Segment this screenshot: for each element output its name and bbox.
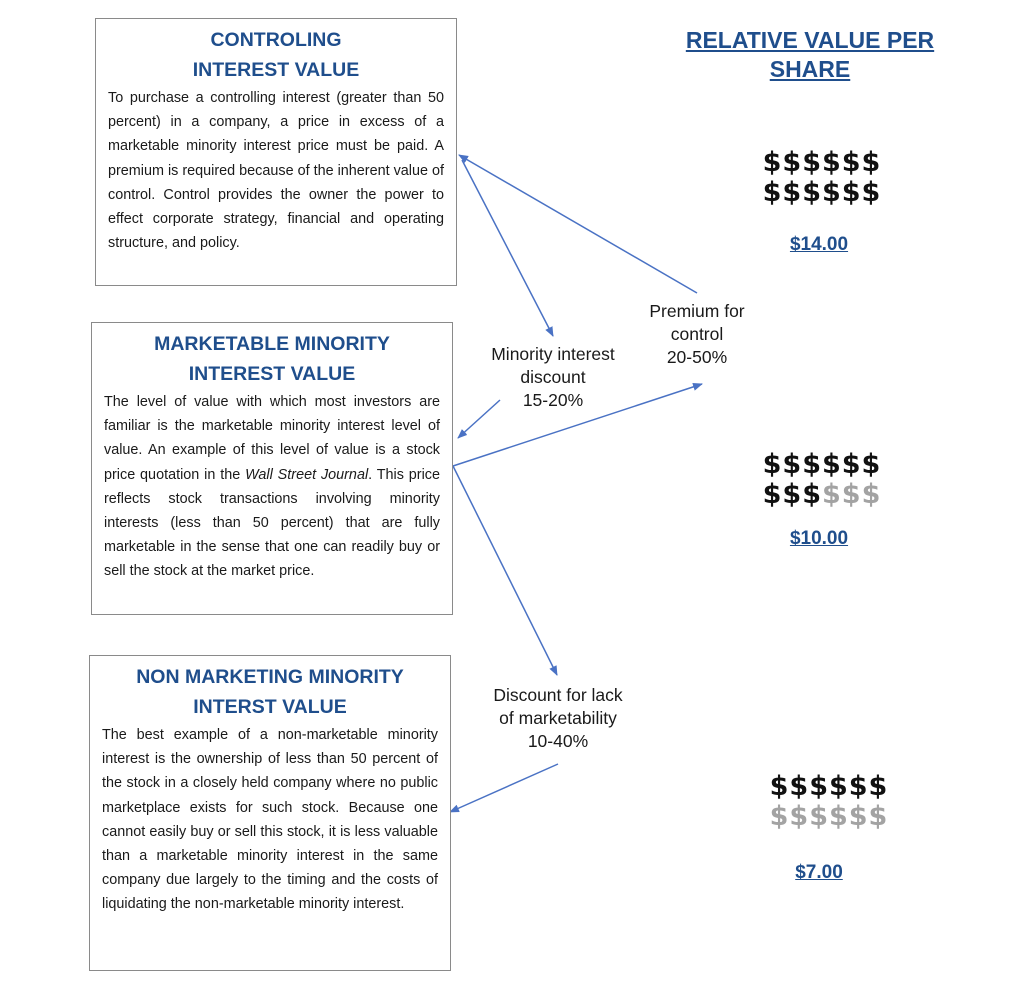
dollars-level-1-row-1: $$$$$$ <box>762 147 882 178</box>
nonmarketing-minority-title: NON MARKETING MINORITY INTERST VALUE <box>136 666 404 718</box>
controlling-interest-title: CONTROLING INTEREST VALUE <box>192 29 360 81</box>
premium-for-control-label: Premium for control 20-50% <box>649 301 745 367</box>
marketable-body-before: The level of value with which most investors are familiar is the marketable minority interest level of value. An example of this level of value is a stock price quotation in the <box>104 394 440 483</box>
dollars-level-3-row-2: $$$$$$ <box>769 801 889 832</box>
minority-interest-discount-label: Minority interest discount 15-20% <box>491 344 615 410</box>
price-level-2: $10.00 <box>789 528 849 549</box>
dollars-level-2-row-2: $$$$$$ <box>762 479 882 510</box>
marketable-body-after: . This price reflects stock transactions involving minority interests (less than 50 percent) that are fully marketable in the sense that one can readily buy or sell the stock at the market price. <box>104 466 440 580</box>
dollars-level-3 <box>729 772 929 832</box>
arrow-control-to-minority-discount <box>462 160 553 336</box>
marketable-minority-body <box>104 390 440 584</box>
arrow-marketability-discount-to-nonmarketing <box>450 764 558 812</box>
relative-value-title: RELATIVE VALUE PER SHARE <box>685 27 935 82</box>
price-level-1: $14.00 <box>789 234 849 255</box>
marketable-body-italic: Wall Street Journal <box>245 466 369 483</box>
dollars-level-2-row-1: $$$$$$ <box>762 449 882 480</box>
controlling-interest-body: To purchase a controlling interest (greater than 50 percent) in a company, a price in excess of a marketable minority interest price must be paid. A premium is required because of the inherent value of control. Control provides the owner the power to effect corporate strategy, financial and operating structure, and policy. <box>108 90 444 252</box>
nonmarketing-minority-box <box>89 655 451 971</box>
marketability-discount-label: Discount for lack of marketability 10-40% <box>493 685 623 751</box>
dollars-level-1 <box>722 148 922 208</box>
arrow-marketable-to-marketability-discount <box>453 466 557 675</box>
dollars-level-1-row-2: $$$$$$ <box>762 177 882 208</box>
marketable-minority-box <box>91 322 453 615</box>
nonmarketing-minority-body: The best example of a non-marketable minority interest is the ownership of less than 50 percent of the stock in a closely held company where no public marketplace exists for such stock. Because one cannot easily buy or sell this stock, it is less valuable than a marketable minority interest in the same company due largely to the timing and the costs of liquidating the non-marketable minority interest. <box>102 727 438 913</box>
price-level-3: $7.00 <box>795 862 843 883</box>
controlling-interest-box <box>95 18 457 286</box>
marketable-minority-title: MARKETABLE MINORITY INTEREST VALUE <box>154 333 390 385</box>
dollars-level-3-row-1: $$$$$$ <box>769 771 889 802</box>
dollars-level-2 <box>722 450 922 510</box>
